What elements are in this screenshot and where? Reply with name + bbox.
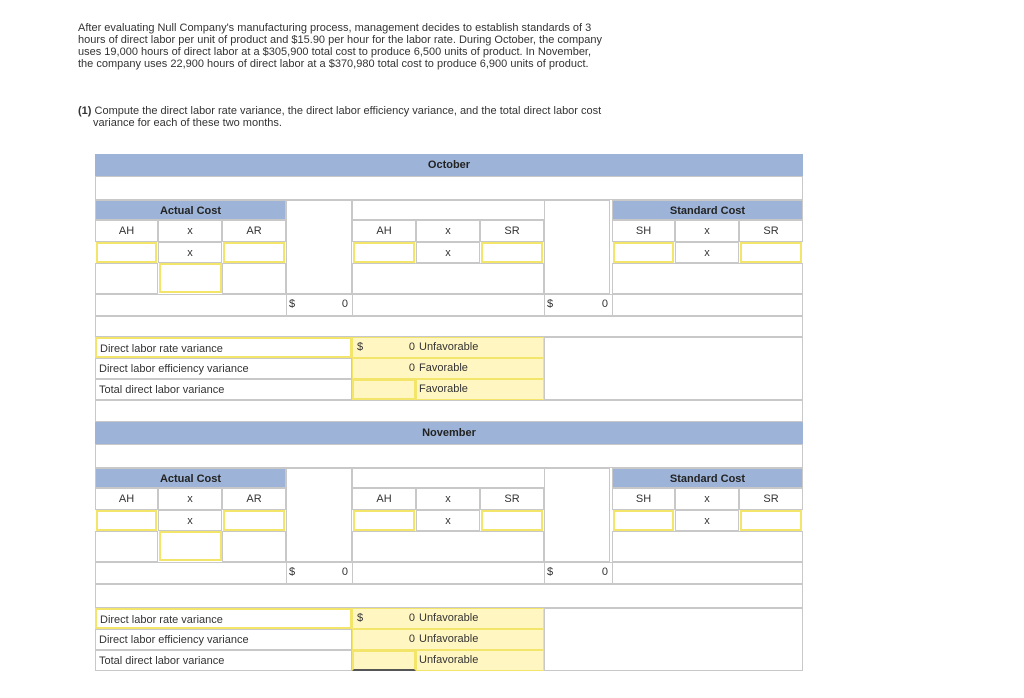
october-ah-input-2[interactable] bbox=[353, 242, 415, 263]
november-dollar: $ bbox=[289, 566, 296, 578]
november-total-word: Unfavorable bbox=[419, 654, 479, 666]
november-actual-cost-header: Actual Cost bbox=[95, 468, 286, 488]
november-standard-cost-header: Standard Cost bbox=[612, 468, 803, 488]
november-spacer-row bbox=[95, 584, 803, 608]
november-total-label[interactable]: Total direct labor variance bbox=[95, 650, 352, 671]
october-sh-input[interactable] bbox=[613, 242, 674, 263]
november-blank-cell bbox=[352, 531, 544, 562]
october-standard-cost-header: Standard Cost bbox=[612, 200, 803, 220]
november-rate-dollar: $ bbox=[357, 612, 364, 624]
october-sh-label: SH bbox=[612, 220, 675, 242]
problem-line: uses 19,000 hours of direct labor at a $305,900 total cost to produce 6,500 units of product. In November, bbox=[78, 46, 592, 58]
november-x-label-6: x bbox=[675, 510, 739, 531]
november-blank-cell bbox=[95, 531, 158, 562]
october-spacer-row bbox=[95, 176, 803, 200]
november-dollar-2: $ bbox=[547, 566, 554, 578]
november-spacer-row bbox=[95, 444, 803, 468]
november-eff-value: 0 bbox=[408, 633, 415, 645]
october-total-word: Favorable bbox=[419, 383, 468, 395]
november-ar-input-2[interactable] bbox=[159, 531, 222, 561]
november-sr-label-2: SR bbox=[739, 488, 803, 510]
october-x-label: x bbox=[158, 220, 222, 242]
october-header: October bbox=[95, 154, 803, 176]
october-blank-cell bbox=[95, 263, 158, 294]
november-sr-input[interactable] bbox=[481, 510, 543, 531]
october-sr-input-2[interactable] bbox=[740, 242, 802, 263]
october-spacer-row bbox=[95, 400, 803, 422]
october-x-label-3: x bbox=[416, 220, 480, 242]
october-totals-row bbox=[95, 294, 803, 316]
november-eff-label[interactable]: Direct labor efficiency variance bbox=[95, 629, 352, 650]
october-standard-total: 0 bbox=[601, 298, 608, 310]
question-line2: variance for each of these two months. bbox=[93, 117, 282, 129]
problem-line: After evaluating Null Company's manufacturing process, management decides to establish standards of 3 bbox=[78, 22, 592, 34]
november-sr-label: SR bbox=[480, 488, 544, 510]
november-totals-row bbox=[95, 562, 803, 584]
november-ar-input[interactable] bbox=[223, 510, 285, 531]
november-gap-cell-2 bbox=[544, 468, 610, 562]
november-empty-area bbox=[544, 608, 803, 671]
october-empty-area bbox=[544, 337, 803, 400]
november-sh-label: SH bbox=[612, 488, 675, 510]
october-blank-cell bbox=[352, 263, 544, 294]
november-rate-value: 0 bbox=[408, 612, 415, 624]
october-x-label-2: x bbox=[158, 242, 222, 263]
november-ah-label: AH bbox=[95, 488, 158, 510]
october-total-label[interactable]: Total direct labor variance bbox=[95, 379, 352, 400]
november-rate-label[interactable]: Direct labor rate variance bbox=[95, 608, 352, 629]
october-rate-label[interactable]: Direct labor rate variance bbox=[95, 337, 352, 358]
october-eff-label[interactable]: Direct labor efficiency variance bbox=[95, 358, 352, 379]
november-ar-label: AR bbox=[222, 488, 286, 510]
october-rate-word: Unfavorable bbox=[419, 341, 479, 353]
november-sh-input[interactable] bbox=[613, 510, 674, 531]
november-x-label-3: x bbox=[416, 488, 480, 510]
october-total-value-input[interactable] bbox=[352, 379, 416, 400]
problem-line: hours of direct labor per unit of product and $15.90 per hour for the labor rate. During October, the company bbox=[78, 34, 603, 46]
november-x-label-4: x bbox=[416, 510, 480, 531]
problem-line: the company uses 22,900 hours of direct labor at a $370,980 total cost to produce 6,900 units of product. bbox=[78, 58, 589, 70]
november-blank-cell bbox=[612, 531, 803, 562]
question-number: (1) bbox=[78, 105, 92, 117]
november-x-label-2: x bbox=[158, 510, 222, 531]
october-sr-input[interactable] bbox=[481, 242, 543, 263]
november-x-label: x bbox=[158, 488, 222, 510]
october-x-label-5: x bbox=[675, 220, 739, 242]
october-dollar: $ bbox=[289, 298, 296, 310]
october-actual-cost-header: Actual Cost bbox=[95, 200, 286, 220]
october-gap-cell-2 bbox=[544, 200, 610, 294]
october-ar-label: AR bbox=[222, 220, 286, 242]
november-blank-cell bbox=[222, 531, 286, 562]
november-total-value-input[interactable] bbox=[352, 650, 416, 671]
november-standard-total: 0 bbox=[601, 566, 608, 578]
november-rate-word: Unfavorable bbox=[419, 612, 479, 624]
october-blank-cell bbox=[612, 263, 803, 294]
october-rate-value: 0 bbox=[408, 341, 415, 353]
october-actual-total: 0 bbox=[341, 298, 348, 310]
october-ah-label-2: AH bbox=[352, 220, 416, 242]
november-ah-label-2: AH bbox=[352, 488, 416, 510]
november-ah-input[interactable] bbox=[96, 510, 157, 531]
october-eff-value: 0 bbox=[408, 362, 415, 374]
october-x-label-4: x bbox=[416, 242, 480, 263]
october-sr-label-2: SR bbox=[739, 220, 803, 242]
october-sr-label: SR bbox=[480, 220, 544, 242]
october-blank-cell bbox=[222, 263, 286, 294]
october-dollar-2: $ bbox=[547, 298, 554, 310]
november-header: November bbox=[95, 422, 803, 444]
november-actual-total: 0 bbox=[341, 566, 348, 578]
november-x-label-5: x bbox=[675, 488, 739, 510]
question-line1: Compute the direct labor rate variance, the direct labor efficiency variance, and the total direct labor cost bbox=[94, 105, 602, 117]
november-gap-cell bbox=[286, 468, 352, 562]
problem-text bbox=[78, 22, 668, 70]
october-x-label-6: x bbox=[675, 242, 739, 263]
november-ah-input-2[interactable] bbox=[353, 510, 415, 531]
october-rate-dollar: $ bbox=[357, 341, 364, 353]
october-spacer-row bbox=[95, 316, 803, 337]
october-ar-input[interactable] bbox=[223, 242, 285, 263]
october-eff-word: Favorable bbox=[419, 362, 468, 374]
october-ah-input[interactable] bbox=[96, 242, 157, 263]
october-gap-cell bbox=[286, 200, 352, 294]
question-text bbox=[78, 105, 668, 129]
november-sr-input-2[interactable] bbox=[740, 510, 802, 531]
october-ah-label: AH bbox=[95, 220, 158, 242]
november-eff-word: Unfavorable bbox=[419, 633, 479, 645]
october-ar-input-2[interactable] bbox=[159, 263, 222, 293]
